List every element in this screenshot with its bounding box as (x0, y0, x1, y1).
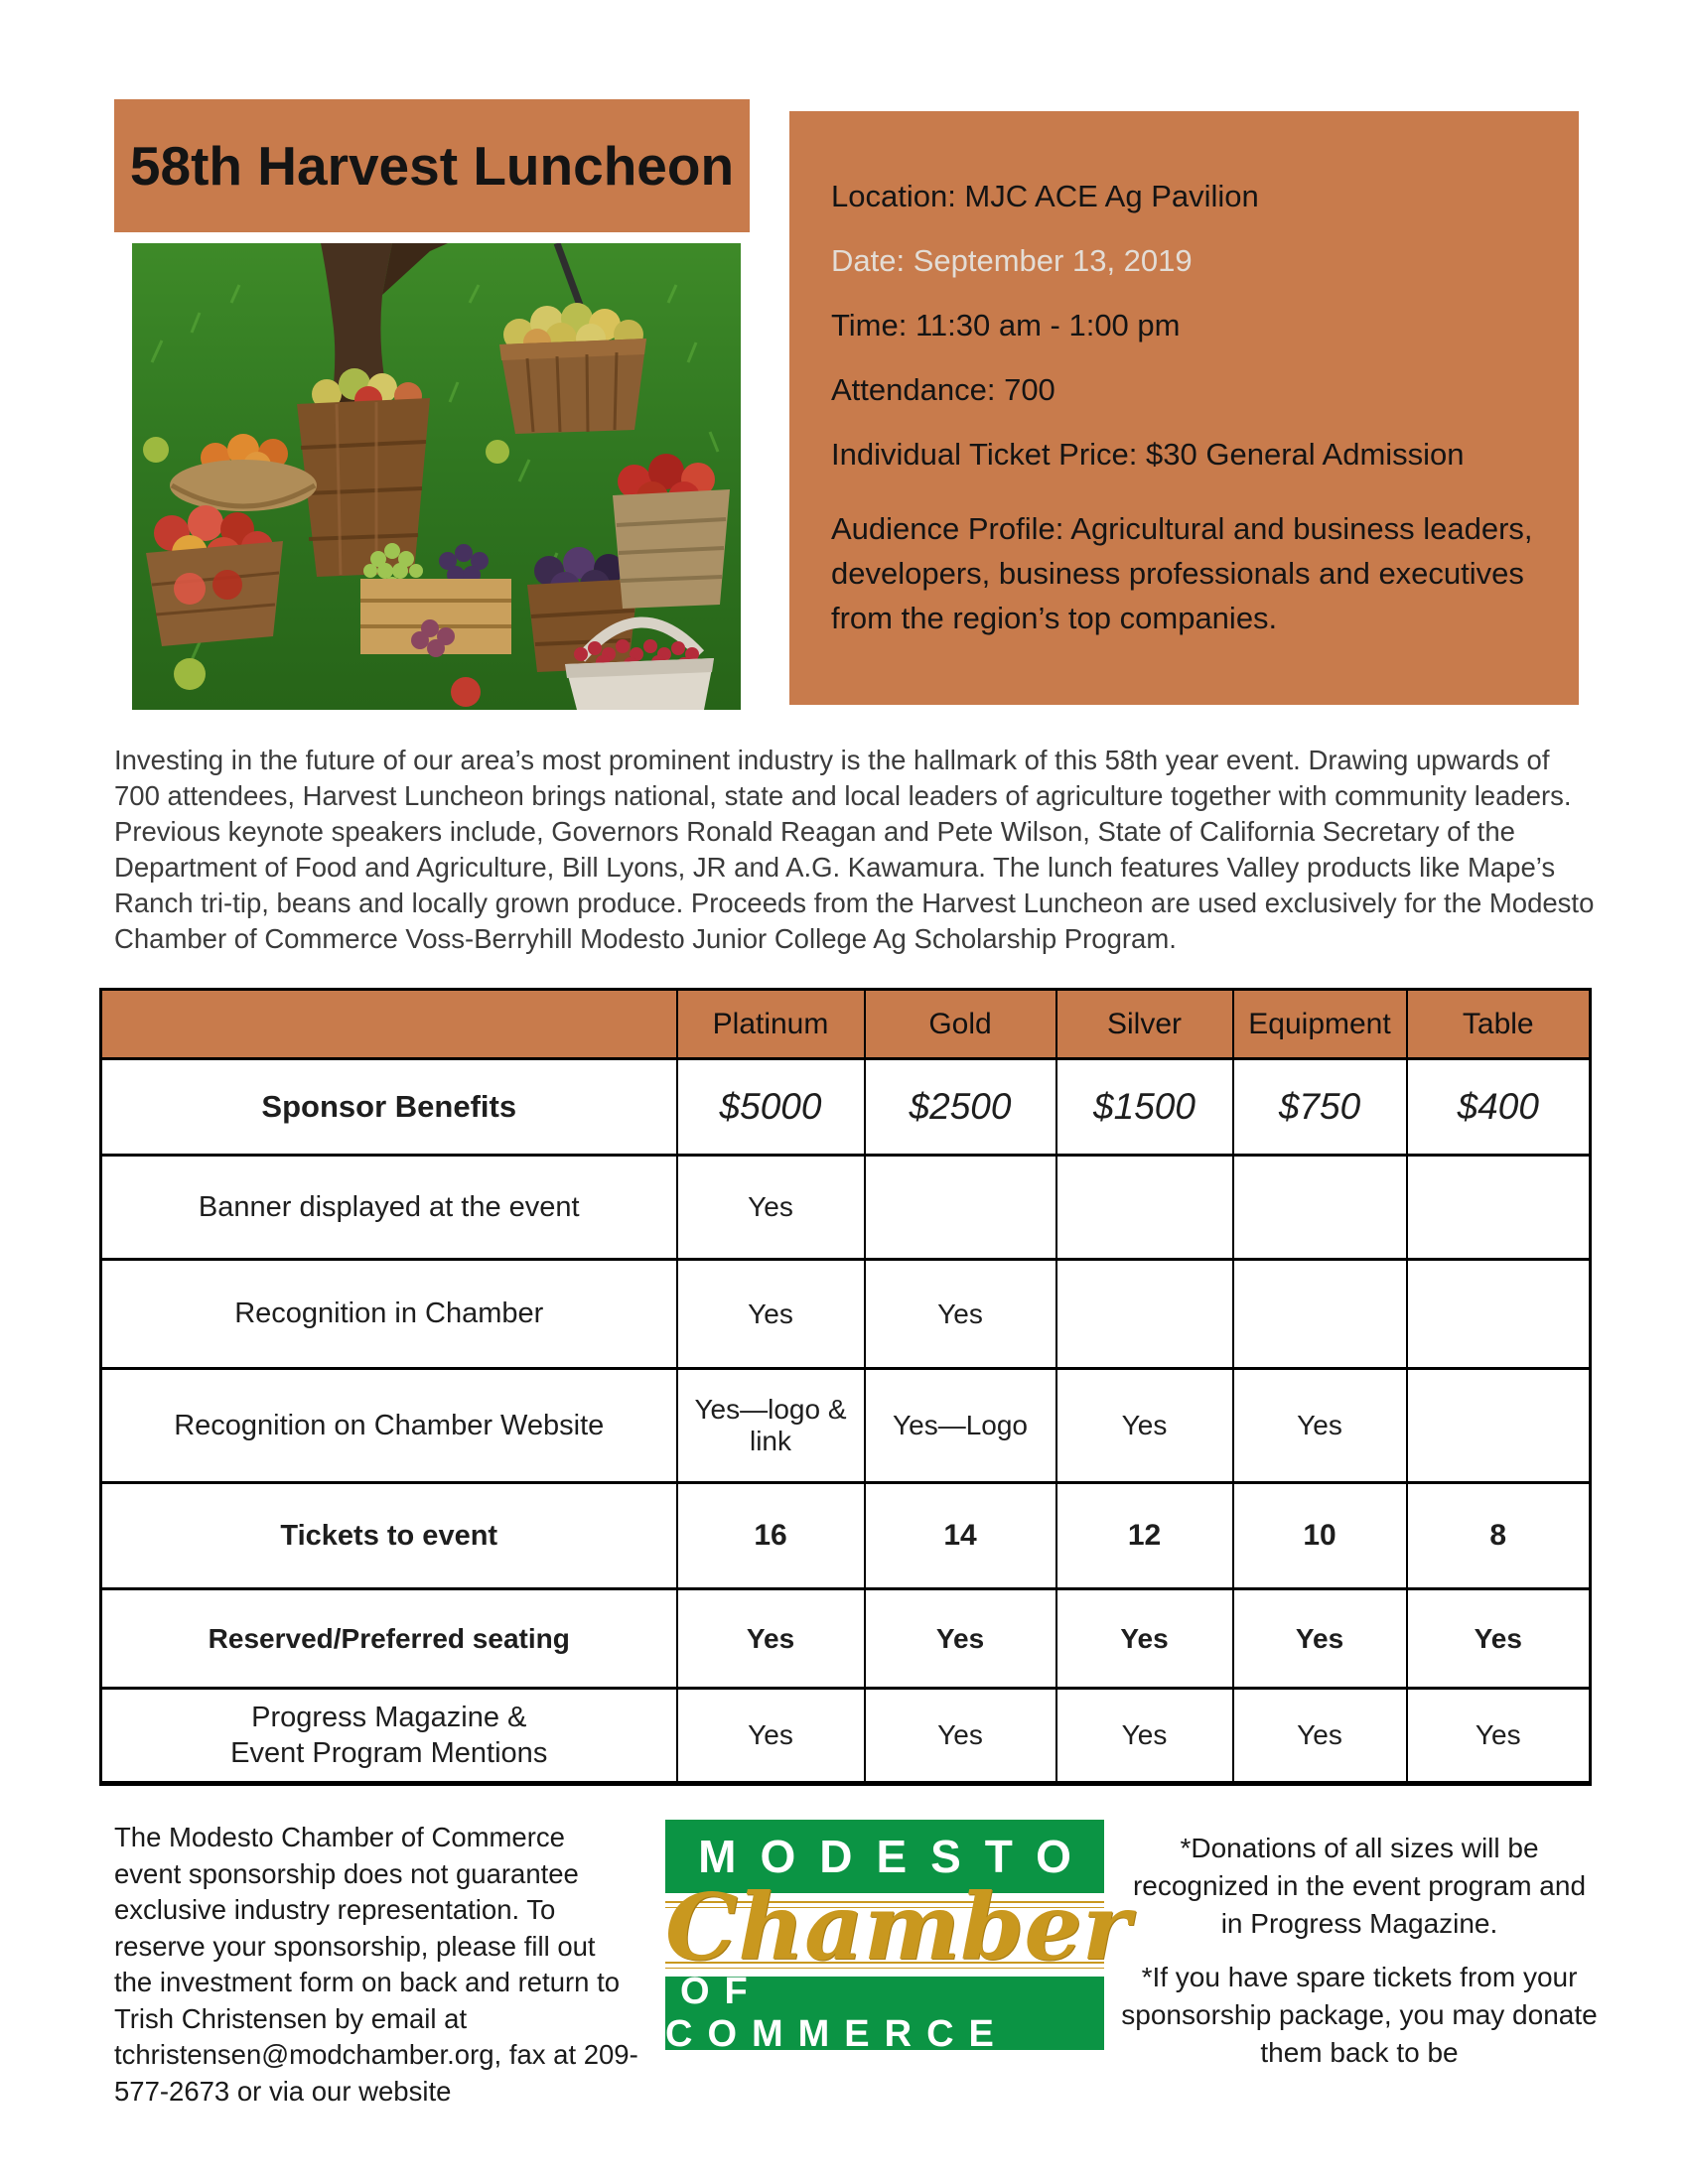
cell (1407, 1369, 1591, 1483)
price-table-level: $400 (1407, 1059, 1591, 1156)
header-blank-cell (101, 990, 677, 1059)
logo-script-chamber: Chamber (665, 1873, 1131, 1980)
row-label-progress-magazine (101, 1689, 677, 1784)
cell: Yes (1056, 1689, 1233, 1784)
page-title: 58th Harvest Luncheon (129, 135, 735, 197)
price-equipment: $750 (1233, 1059, 1407, 1156)
logo-text-modesto: MODESTO (698, 1831, 1095, 1882)
header-platinum: Platinum (677, 990, 865, 1059)
harvest-photo-illustration (132, 243, 741, 710)
row-label-line1: Progress Magazine & (251, 1702, 527, 1733)
cell (1407, 1260, 1591, 1369)
cell (865, 1156, 1056, 1260)
cell (1233, 1260, 1407, 1369)
header-silver: Silver (1056, 990, 1233, 1059)
header-table-level: Table (1407, 990, 1591, 1059)
footer-note-spare-tickets: *If you have spare tickets from your sponsorship package, you may donate them back to be (1121, 1962, 1598, 2068)
info-time: Time: 11:30 am - 1:00 pm (831, 308, 1181, 342)
row-label-seating: Reserved/Preferred seating (101, 1589, 677, 1689)
cell: Yes (1233, 1589, 1407, 1689)
cell (1056, 1260, 1233, 1369)
cell: Yes (1407, 1689, 1591, 1784)
event-info-box (789, 111, 1579, 705)
table-row-recognition-chamber (101, 1260, 1591, 1369)
cell: Yes (865, 1589, 1056, 1689)
table-row-banner (101, 1156, 1591, 1260)
row-label-recognition-chamber: Recognition in Chamber (101, 1260, 677, 1369)
cell: Yes (677, 1260, 865, 1369)
modesto-chamber-logo (665, 1820, 1131, 2055)
footer-note-donations: *Donations of all sizes will be recognized in the event program and in Progress Magazine. (1132, 1833, 1587, 1939)
cell: Yes (1056, 1369, 1233, 1483)
cell: 16 (677, 1483, 865, 1589)
table-row-prices (101, 1059, 1591, 1156)
row-label-tickets: Tickets to event (101, 1483, 677, 1589)
table-header-row (101, 990, 1591, 1059)
cell: Yes (1233, 1369, 1407, 1483)
info-location: Location: MJC ACE Ag Pavilion (831, 179, 1259, 213)
row-label-banner: Banner displayed at the event (101, 1156, 677, 1260)
cell: Yes (1407, 1589, 1591, 1689)
cell (1407, 1156, 1591, 1260)
cell: 12 (1056, 1483, 1233, 1589)
cell (1056, 1156, 1233, 1260)
cell: Yes (677, 1689, 865, 1784)
table-row-tickets (101, 1483, 1591, 1589)
cell: Yes (865, 1260, 1056, 1369)
cell: 10 (1233, 1483, 1407, 1589)
info-date: Date: September 13, 2019 (831, 243, 1193, 278)
price-platinum: $5000 (677, 1059, 865, 1156)
info-attendance: Attendance: 700 (831, 372, 1055, 407)
price-silver: $1500 (1056, 1059, 1233, 1156)
price-gold: $2500 (865, 1059, 1056, 1156)
logo-text-of-commerce: OF COMMERCE (665, 1971, 1009, 2055)
footer-reservation-text: The Modesto Chamber of Commerce event sponsorship does not guarantee exclusive industry representation. To reserve your sponsorship, please fill out the investment form on back and return to Trish Christensen by email at tchristensen@modchamber.org, fax at 209-577-2673 or via our website (114, 1822, 638, 2107)
harvest-photo (132, 243, 741, 710)
cell: Yes (677, 1589, 865, 1689)
info-audience-profile: Audience Profile: Agricultural and business leaders, developers, business professionals and executives from the region’s top companies. (831, 511, 1533, 635)
cell: 8 (1407, 1483, 1591, 1589)
row-label-recognition-website: Recognition on Chamber Website (101, 1369, 677, 1483)
header-equipment: Equipment (1233, 990, 1407, 1059)
table-row-seating (101, 1589, 1591, 1689)
info-ticket-price: Individual Ticket Price: $30 General Admission (831, 437, 1465, 472)
cell: Yes (1056, 1589, 1233, 1689)
row-label-sponsor-benefits: Sponsor Benefits (101, 1059, 677, 1156)
cell: Yes—logo & link (677, 1369, 865, 1483)
sponsorship-table (99, 988, 1592, 1786)
cell (1233, 1156, 1407, 1260)
table-row-recognition-website (101, 1369, 1591, 1483)
table-row-progress-magazine (101, 1689, 1591, 1784)
intro-paragraph: Investing in the future of our area’s most prominent industry is the hallmark of this 58th year event. Drawing upwards of 700 attendees, Harvest Luncheon brings national, state and local leaders of agriculture together with community leaders. Previous keynote speakers include, Governors Ronald Reagan and Pete Wilson, State of California Secretary of the Department of Food and Agriculture, Bill Lyons, JR and A.G. Kawamura. The lunch features Valley products like Mape’s Ranch tri-tip, beans and locally grown produce. Proceeds from the Harvest Luncheon are used exclusively for the Modesto Chamber of Commerce Voss-Berryhill Modesto Junior College Ag Scholarship Program. (114, 745, 1595, 954)
cell: Yes (1233, 1689, 1407, 1784)
cell: Yes (677, 1156, 865, 1260)
cell: Yes—Logo (865, 1369, 1056, 1483)
cell: Yes (865, 1689, 1056, 1784)
title-banner (114, 99, 750, 232)
header-gold: Gold (865, 990, 1056, 1059)
cell: 14 (865, 1483, 1056, 1589)
row-label-line2: Event Program Mentions (230, 1737, 548, 1769)
footer-notes (1120, 1830, 1599, 2072)
